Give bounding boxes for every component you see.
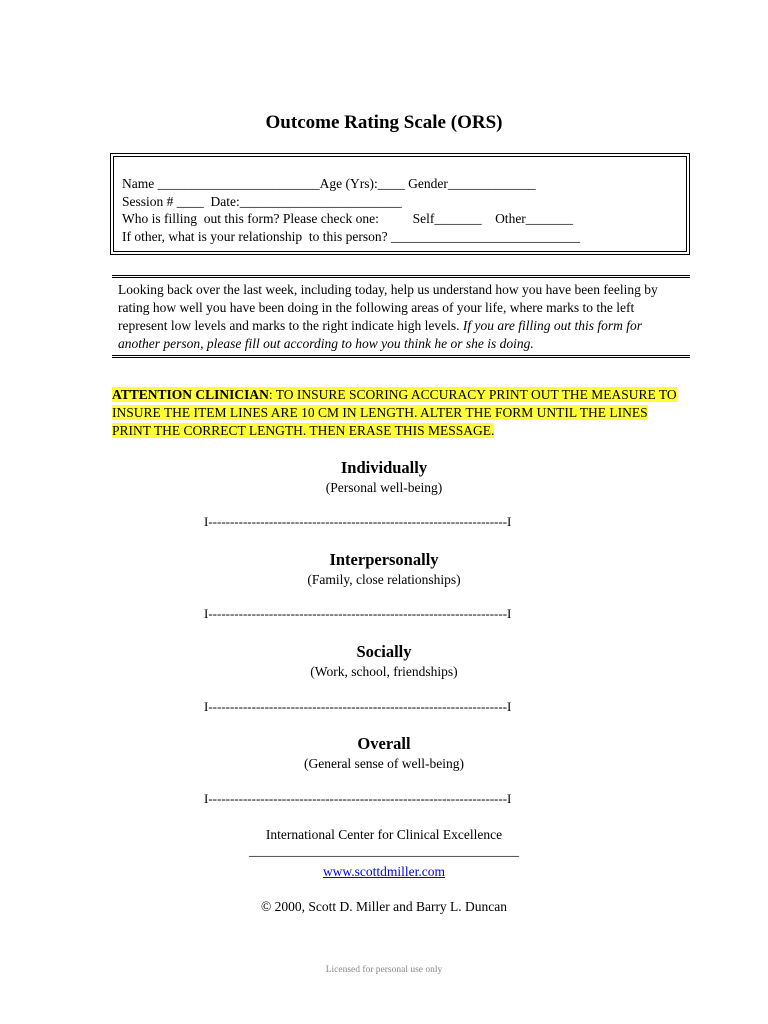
- section-heading-individually: Individually: [340, 458, 428, 477]
- page-title: Outcome Rating Scale (ORS): [265, 112, 503, 133]
- client-info-box: [110, 153, 690, 255]
- section-sub-interpersonally: (Family, close relationships): [307, 572, 461, 587]
- attention-label: ATTENTION CLINICIAN: [112, 387, 269, 402]
- license-note: Licensed for personal use only: [325, 965, 443, 975]
- section-heading-interpersonally: Interpersonally: [329, 550, 439, 569]
- relationship-line[interactable]: If other, what is your relationship to this person? ____________________________: [122, 228, 581, 244]
- instructions: [112, 275, 690, 358]
- name-age-gender-line[interactable]: Name ________________________Age (Yrs):____ Gender_____________: [122, 176, 536, 191]
- section-heading-overall: Overall: [357, 734, 411, 753]
- scale-line-individually[interactable]: I---------------------------------------------------------------------I: [204, 514, 512, 529]
- scale-line-overall[interactable]: I---------------------------------------------------------------------I: [204, 791, 512, 806]
- who-filling-line[interactable]: Who is filling out this form? Please check one: Self_______ Other_______: [122, 211, 574, 226]
- org-name: International Center for Clinical Excellence: [265, 827, 503, 842]
- section-sub-overall: (General sense of well-being): [303, 756, 465, 771]
- website-link[interactable]: www.scottdmiller.com: [322, 864, 446, 879]
- instructions-italic: If you are filling out this form for another person, please fill out according to how you think he or she is doing.: [118, 318, 643, 351]
- attention-clinician-note: [112, 386, 682, 440]
- section-sub-socially: (Work, school, friendships): [310, 664, 458, 679]
- attention-text: : TO INSURE SCORING ACCURACY PRINT OUT THE MEASURE TO INSURE THE ITEM LINES ARE 10 CM IN LENGTH. ALTER THE FORM UNTIL THE LINES PRINT THE CORRECT LENGTH. THEN ERASE THIS MESSAGE.: [112, 387, 677, 438]
- instructions-text: Looking back over the last week, including today, help us understand how you have been feeling by rating how well you have been doing in the following areas of your life, where marks to the left represent low levels and marks to the right indicate high levels.: [118, 282, 658, 333]
- session-date-line[interactable]: Session # ____ Date:________________________: [122, 193, 402, 209]
- footer-rule: ________________________________________: [249, 843, 519, 858]
- footer-link-wrap: [0, 864, 768, 880]
- copyright: © 2000, Scott D. Miller and Barry L. Duncan: [260, 899, 508, 914]
- scale-line-socially[interactable]: I---------------------------------------------------------------------I: [204, 699, 512, 714]
- section-heading-socially: Socially: [356, 642, 412, 661]
- scale-line-interpersonally[interactable]: I---------------------------------------------------------------------I: [204, 606, 512, 621]
- section-sub-individually: (Personal well-being): [325, 480, 443, 495]
